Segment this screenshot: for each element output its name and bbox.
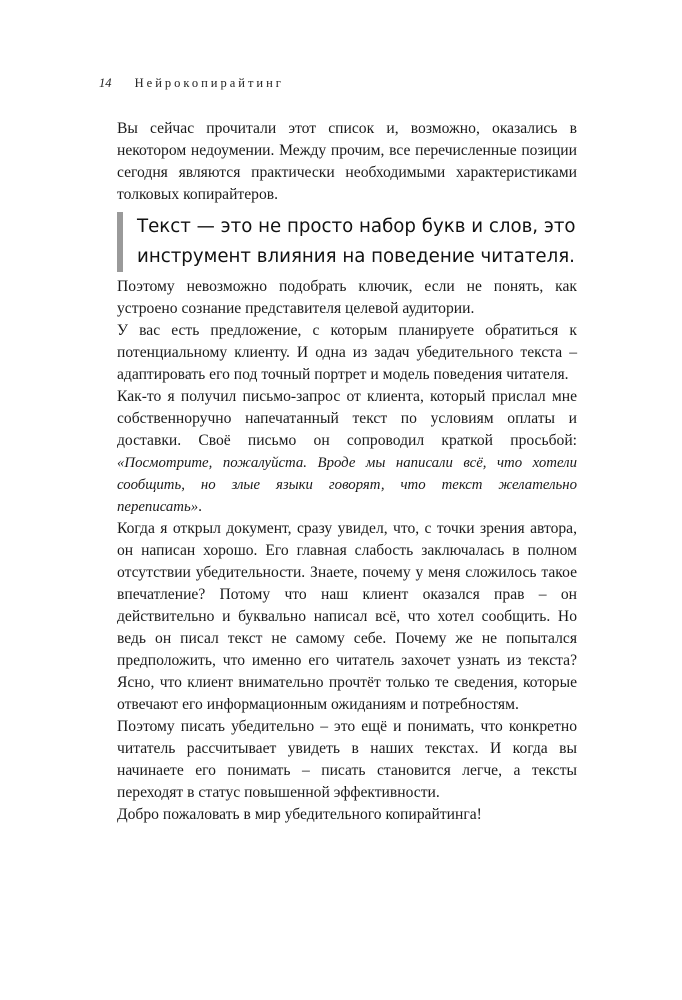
paragraph [117,386,577,518]
intro-text: Вы сейчас прочитали этот список и, возможно, оказались в некотором недоумении. Между прочим, все перечисленные позиции сегодня являются практически необходимыми характеристиками толковых копирайтеров. [117,120,577,203]
book-title: Нейрокопирайтинг [134,76,284,90]
page-number: 14 [99,76,112,90]
client-request-quote: «Посмотрите, пожалуйста. Вроде мы написали всё, что хотели сообщить, но злые языки говорят, что текст желательно переписать» [117,455,577,515]
paragraph: У вас есть предложение, с которым планируете обратиться к потенциальному клиенту. И одна из задач убедительного текста – адаптировать его под точный портрет и модель поведения читателя. [117,322,577,383]
pull-quote-text: Текст — это не просто набор букв и слов, это инструмент влияния на поведение читателя. [137,216,576,267]
intro-paragraph [117,118,577,206]
paragraph: Добро пожаловать в мир убедительного копирайтинга! [117,806,482,823]
running-header [99,76,284,91]
paragraph: Поэтому невозможно подобрать ключик, если не понять, как устроено сознание представителя целевой аудитории. [117,278,577,317]
body-text [117,276,577,826]
paragraph-end: . [198,498,203,515]
paragraph-text: Как-то я получил письмо-запрос от клиента, который прислал мне собственноручно напечатанный текст по условиям оплаты и доставки. Своё письмо он сопроводил краткой просьбой: [117,388,577,449]
paragraph: Когда я открыл документ, сразу увидел, что, с точки зрения автора, он написан хорошо. Его главная слабость заключалась в полном отсутствии убедительности. Знаете, почему у меня сложилось такое впечатление? Потому что наш клиент оказался прав – он действительно и буквально написал всё, что хотел сообщить. Но ведь он писал текст не самому себе. Почему же не попытался предположить, что именно его читатель захочет узнать из текста? Ясно, что клиент внимательно прочтёт только те сведения, которые отвечают его информационным ожиданиям и потребностям. [117,520,577,713]
pull-quote [117,212,607,272]
paragraph: Поэтому писать убедительно – это ещё и понимать, что конкретно читатель рассчитывает увидеть в наших текстах. И когда вы начинаете его понимать – писать становится легче, а тексты переходят в статус повышенной эффективности. [117,718,577,801]
